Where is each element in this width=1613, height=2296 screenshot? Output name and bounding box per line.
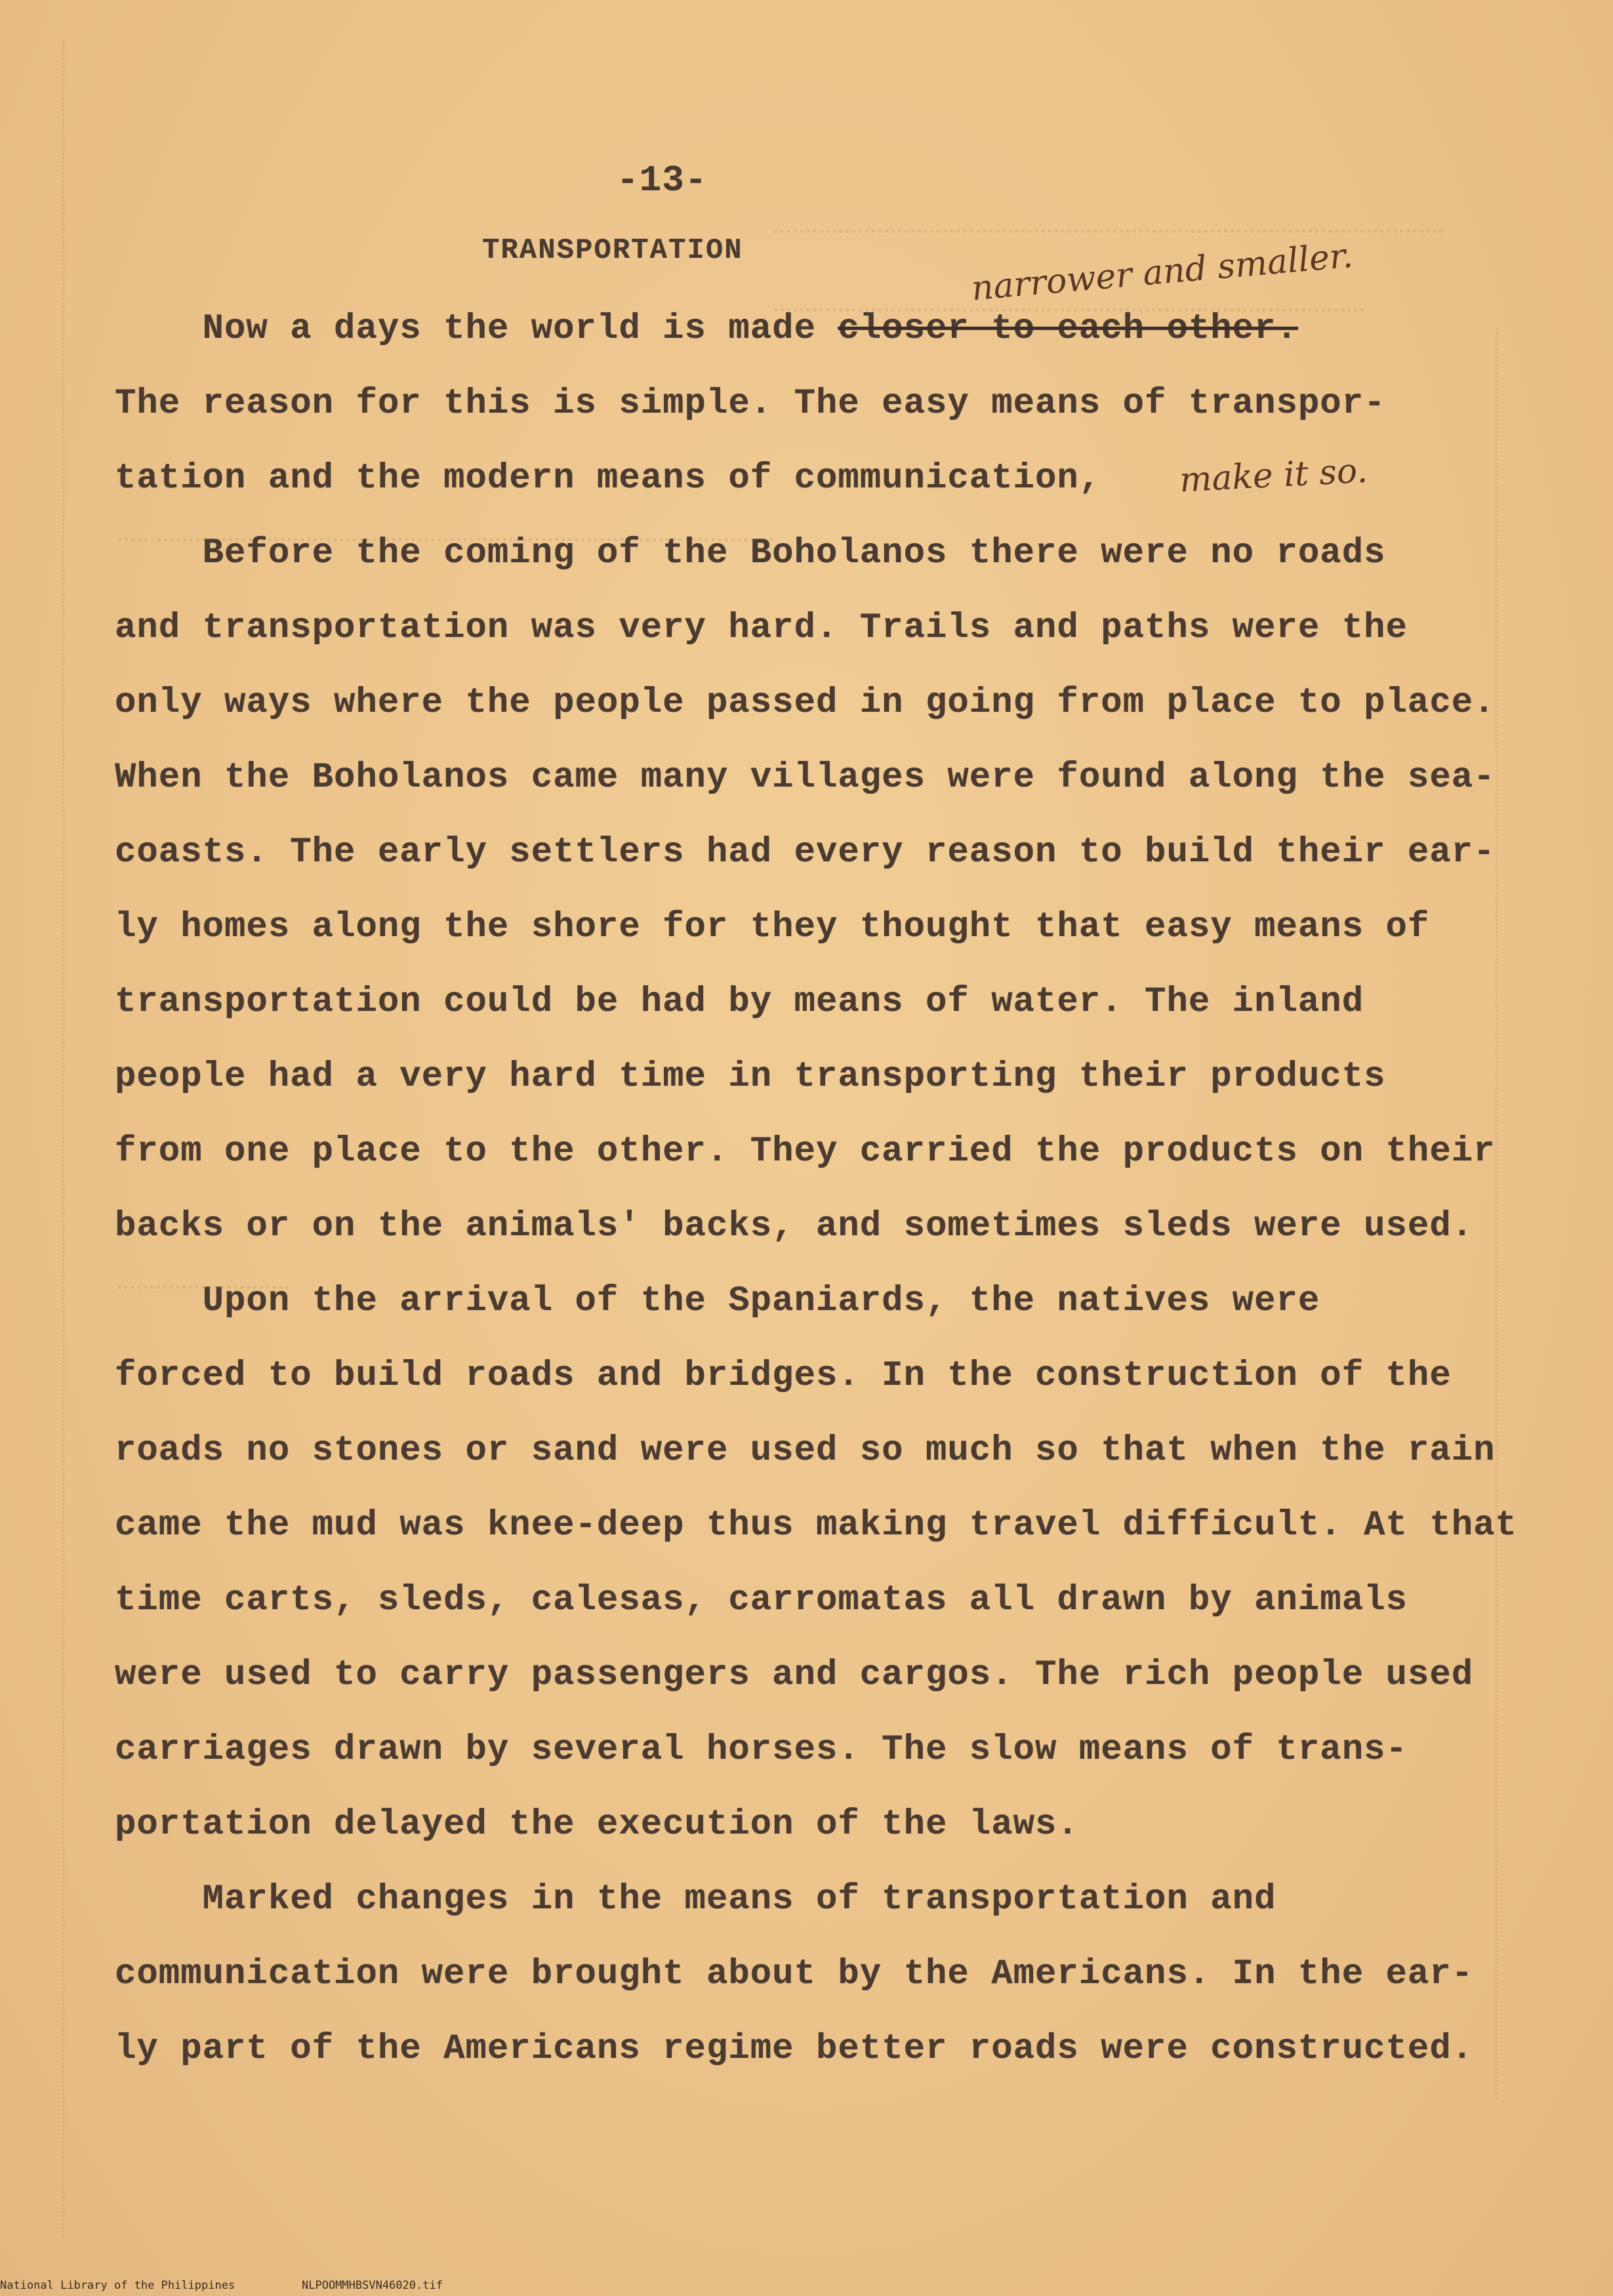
text-line: portation delayed the execution of the laws. — [115, 1805, 1079, 1845]
text-line: When the Boholanos came many villages were found along the sea- — [115, 758, 1496, 798]
text-line — [115, 309, 1298, 349]
text-line: only ways where the people passed in going from place to place. — [115, 683, 1496, 723]
text-line-content: Now a days the world is made — [115, 309, 838, 349]
text-line: roads no stones or sand were used so much so that when the rain — [115, 1431, 1496, 1471]
text-line: Marked changes in the means of transportation and — [115, 1879, 1276, 1919]
text-line-content: tation and the modern means of communication, — [115, 459, 1123, 499]
text-line: came the mud was knee-deep thus making travel difficult. At that — [115, 1506, 1517, 1546]
text-line: coasts. The early settlers had every reason to build their ear- — [115, 832, 1496, 872]
text-line: backs or on the animals' backs, and sometimes sleds were used. — [115, 1206, 1474, 1246]
page-number: -13- — [617, 159, 708, 201]
text-line: transportation could be had by means of water. The inland — [115, 982, 1364, 1022]
text-line: ly homes along the shore for they thought that easy means of — [115, 907, 1430, 947]
text-line: Before the coming of the Boholanos there were no roads — [115, 533, 1386, 573]
text-line: were used to carry passengers and cargos. The rich people used — [115, 1655, 1474, 1695]
handwritten-correction: narrower and smaller. — [970, 236, 1355, 309]
page-title: TRANSPORTATION — [482, 234, 743, 267]
bleed-through-margin — [1496, 328, 1498, 2099]
bleed-through-margin — [62, 39, 64, 2237]
text-line: forced to build roads and bridges. In the construction of the — [115, 1356, 1452, 1396]
text-line — [115, 461, 1123, 497]
text-line: time carts, sleds, calesas, carromatas all drawn by animals — [115, 1580, 1408, 1620]
text-line: and transportation was very hard. Trails and paths were the — [115, 608, 1408, 648]
text-line: people had a very hard time in transporting their products — [115, 1057, 1386, 1097]
handwritten-correction: make it so. — [1178, 451, 1369, 501]
text-line: carriages drawn by several horses. The slow means of trans- — [115, 1730, 1408, 1770]
struck-out-text: closer to each other. — [838, 309, 1298, 349]
text-line: communication were brought about by the Americans. In the ear- — [115, 1954, 1474, 1994]
footer-file-id: NLPOOMMHBSVN46020.tif — [302, 2279, 443, 2292]
footer-library-name: National Library of the Philippines — [0, 2279, 235, 2292]
text-line: from one place to the other. They carried the products on their — [115, 1132, 1496, 1172]
text-line: The reason for this is simple. The easy means of transpor- — [115, 384, 1386, 424]
text-line: ly part of the Americans regime better roads were constructed. — [115, 2029, 1474, 2069]
text-line: Upon the arrival of the Spaniards, the natives were — [115, 1281, 1320, 1321]
